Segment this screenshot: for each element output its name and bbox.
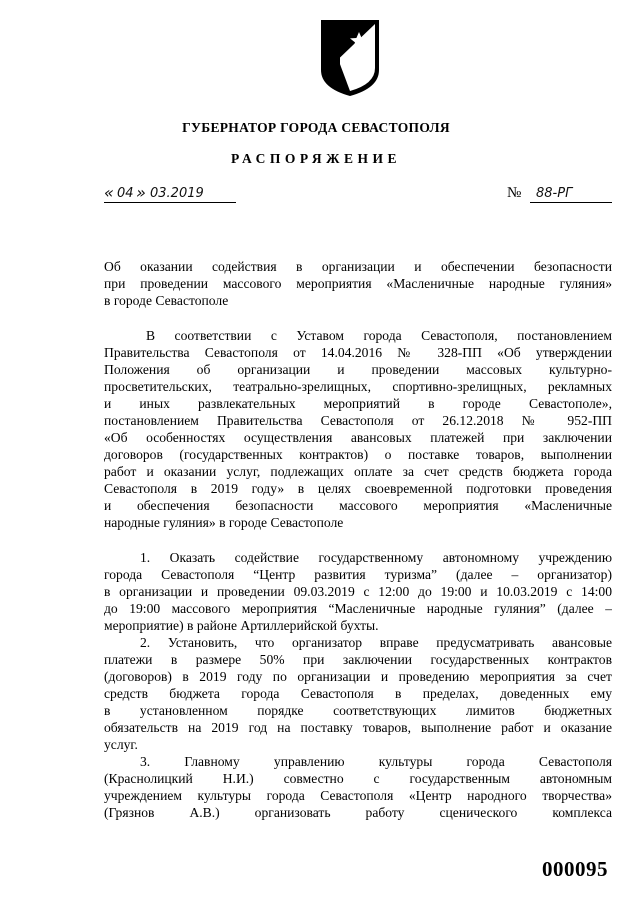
date-open-quote: «	[104, 183, 114, 202]
preamble-line: постановлением Правительства Севастополя от 26.12.2018 № 952-ПП	[104, 413, 612, 428]
preamble-line: Положения об организации и проведении массовых культурно-	[104, 362, 612, 377]
document-type-title: РАСПОРЯЖЕНИЕ	[230, 151, 402, 166]
preamble-line: Правительства Севастополя от 14.04.2016 № 328-ПП «Об утверждении	[104, 345, 612, 360]
item-3-line: (Грязнов А.В.) организовать работу сценического комплекса	[104, 805, 612, 820]
preamble-paragraph	[104, 327, 612, 531]
item-2-line: 2. Установить, что организатор вправе предусматривать авансовые	[140, 635, 612, 650]
item-3-line: (Краснолицкий Н.И.) совместно с государственным автономным	[104, 771, 612, 786]
preamble-line: Севастополя в 2019 году» в целях своевременной подготовки проведения	[104, 481, 612, 496]
date-underline	[104, 202, 236, 203]
subject-line: при проведении массового мероприятия «Масленичные народные гуляния»	[104, 276, 612, 291]
preamble-line: работ и оказании услуг, подлежащих оплате за счет средств бюджета города	[104, 464, 612, 479]
date-close-quote: »	[136, 183, 146, 202]
item-2-line: платежи в размере 50% при заключении государственных контрактов	[104, 652, 612, 667]
document-number	[504, 183, 612, 205]
number-underline	[530, 202, 612, 203]
item-1-line: в организации и проведении 09.03.2019 с 12:00 до 19:00 и 10.03.2019 с 14:00	[104, 584, 612, 599]
preamble-line: просветительских, театрально-зрелищных, спортивно-зрелищных, рекламных	[104, 379, 612, 394]
number-sign: №	[507, 185, 522, 201]
item-1-line: города Севастополя “Центр развития туризма” (далее – организатор)	[104, 567, 612, 582]
subject-line: в городе Севастополе	[104, 293, 229, 308]
item-2-line: средств бюджета города Севастополя в пределах, доведенных ему	[104, 686, 612, 701]
sevastopol-coat-of-arms-icon	[319, 18, 381, 98]
document-date	[104, 183, 236, 205]
item-3-line: 3. Главному управлению культуры города Севастополя	[140, 754, 612, 769]
document-serial-code: 000095	[542, 857, 608, 881]
preamble-line: договоров (государственных контрактов) о поставке товаров, выполнении	[104, 447, 612, 462]
item-2-line: (договоров) в 2019 году по организации и проведению мероприятия за счет	[104, 669, 612, 684]
preamble-line: и иных развлекательных мероприятий в городе Севастополе»,	[104, 396, 612, 411]
item-1-line: до 19:00 массового мероприятия “Масленичные народные гуляния” (далее –	[104, 601, 612, 616]
date-day: 04	[117, 186, 134, 201]
subject-line: Об оказании содействия в организации и обеспечении безопасности	[104, 259, 612, 274]
item-2-line: в установленном порядке соответствующих лимитов бюджетных	[104, 703, 612, 718]
preamble-line: и обеспечения безопасности массового мероприятия «Масленичные	[104, 498, 612, 513]
preamble-line: В соответствии с Уставом города Севастополя, постановлением	[146, 328, 612, 343]
item-1-line: 1. Оказать содействие государственному автономному учреждению	[140, 550, 612, 565]
preamble-line: народные гуляния» в городе Севастополе	[104, 515, 344, 530]
issuing-authority: ГУБЕРНАТОР ГОРОДА СЕВАСТОПОЛЯ	[182, 120, 450, 135]
number-value: 88-РГ	[536, 186, 573, 201]
item-2-line: услуг.	[104, 737, 138, 752]
document-subject	[104, 258, 612, 309]
item-1-line: мероприятие) в районе Артиллерийской бухты.	[104, 618, 379, 633]
preamble-line: «Об особенностях осуществления авансовых платежей при заключении	[104, 430, 612, 445]
date-month-year: 03.2019	[150, 186, 204, 201]
item-2-line: обязательств на 2019 год на поставку товаров, выполнение работ и оказание	[104, 720, 612, 735]
directive-items	[104, 549, 612, 821]
item-3-line: учреждением культуры города Севастополя «Центр народного творчества»	[104, 788, 612, 803]
